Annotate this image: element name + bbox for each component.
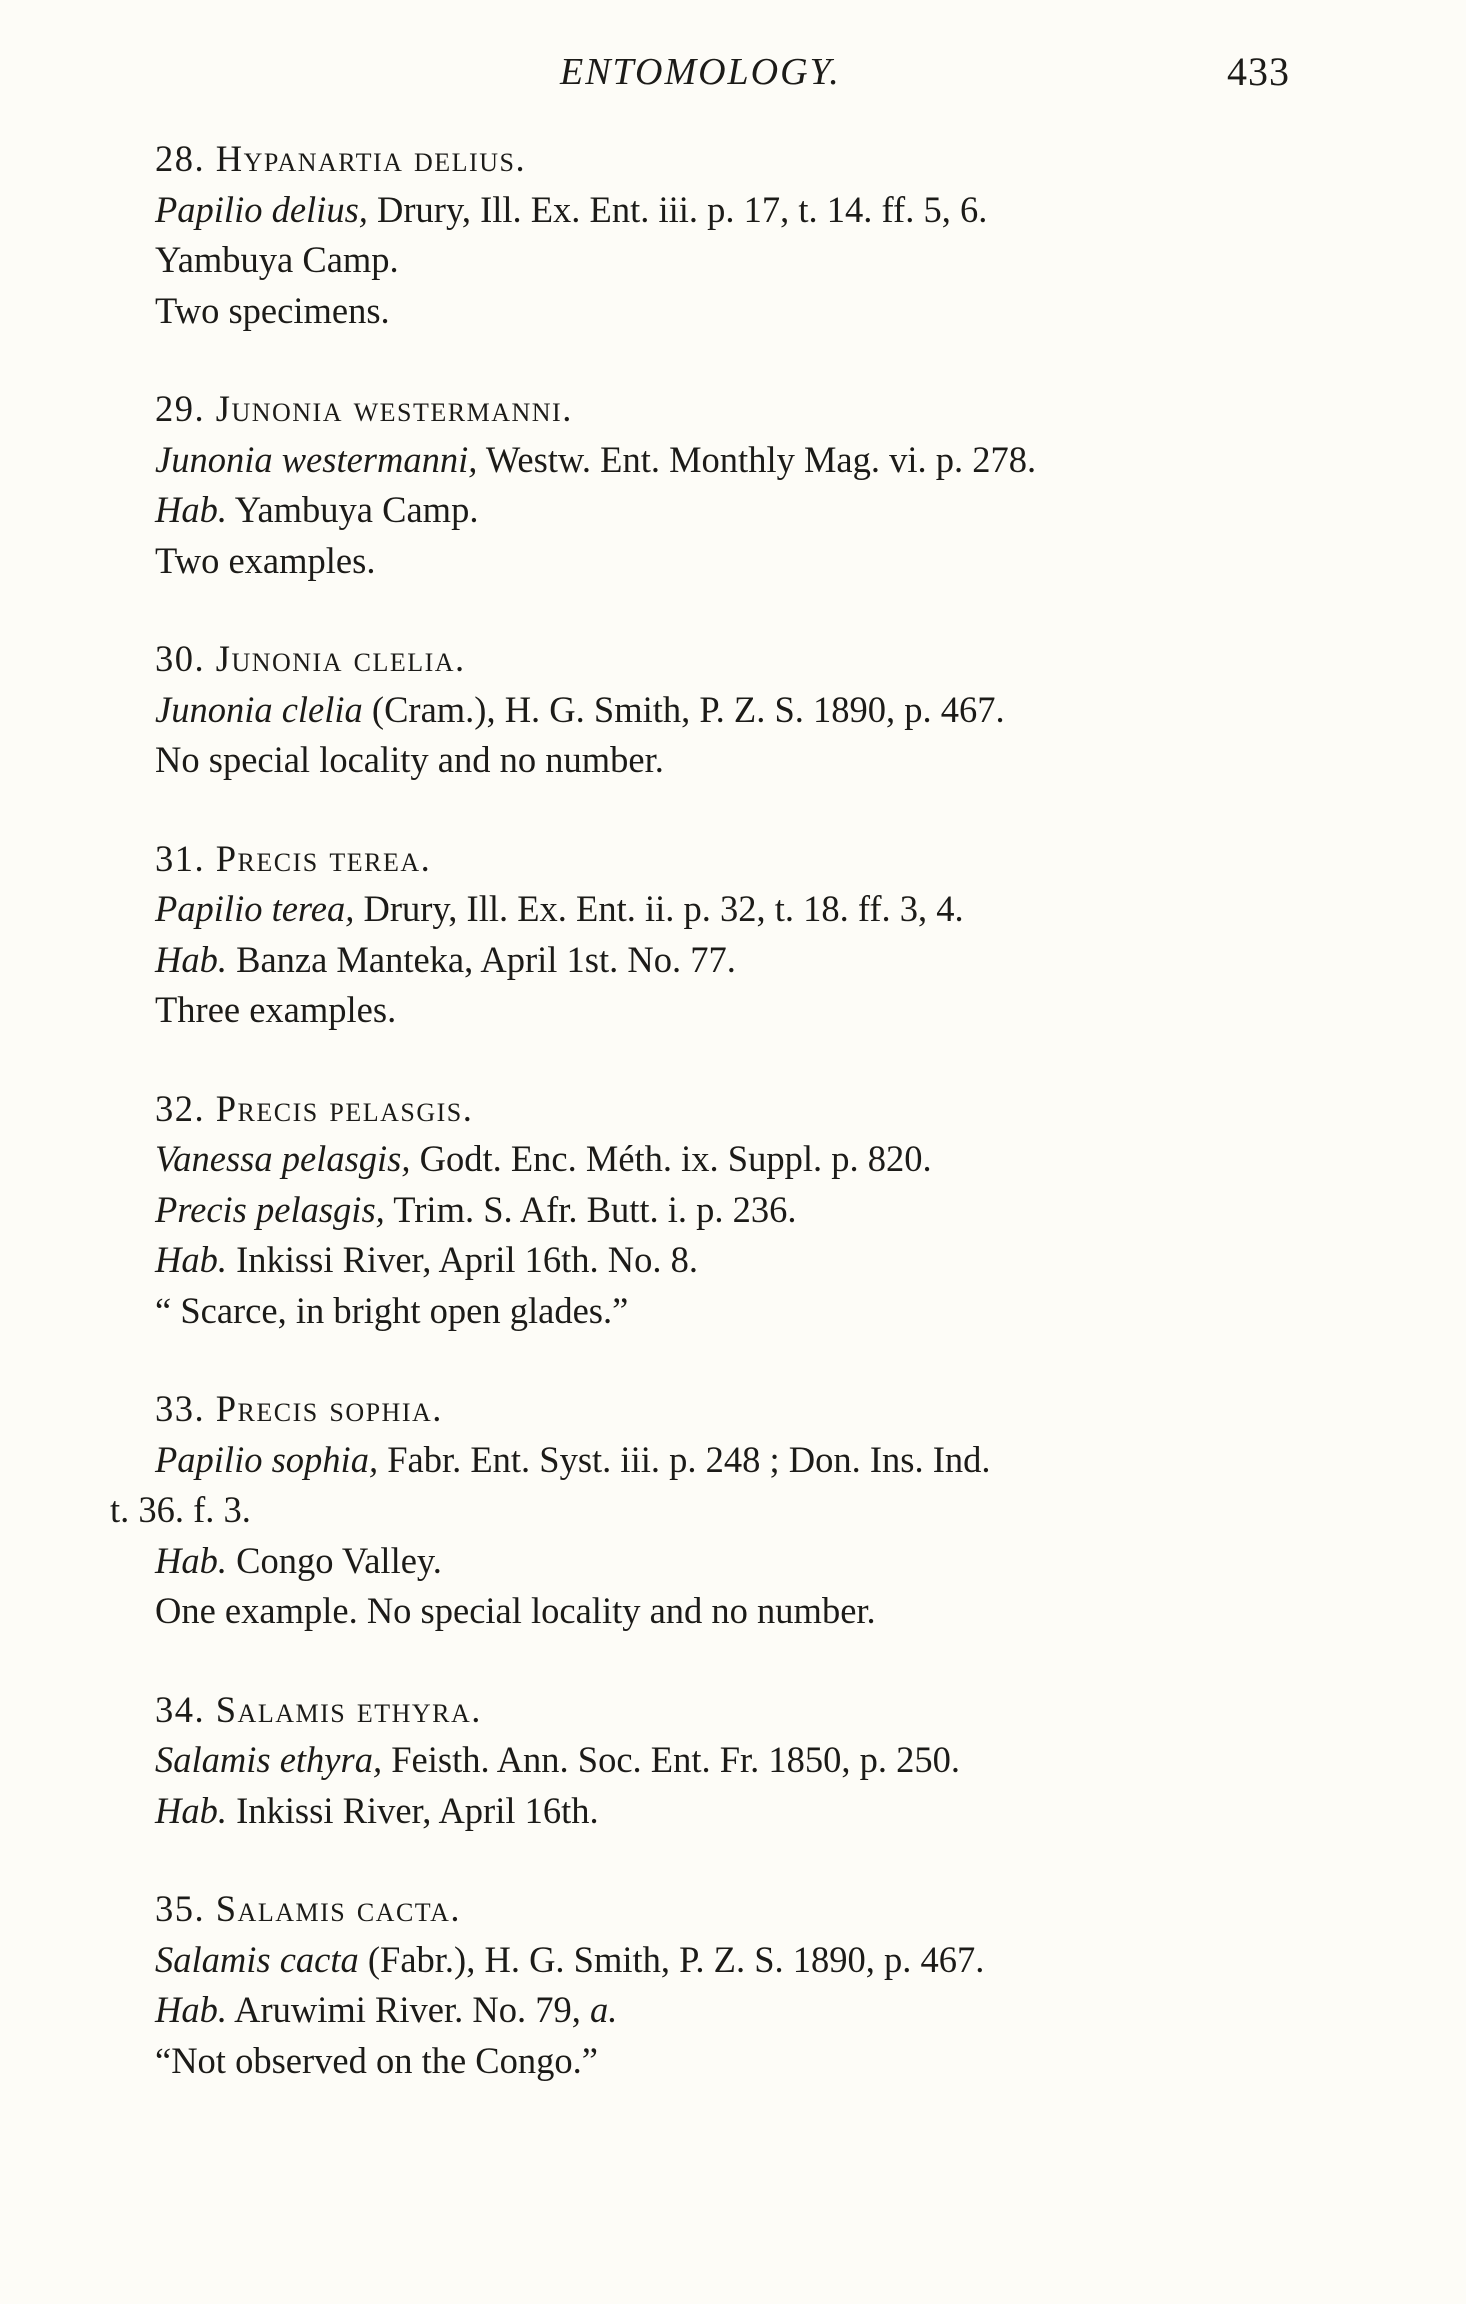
citation-line [155,1536,1305,1587]
species-entry [155,384,1305,586]
species-entry [155,134,1305,336]
citation-line [155,1735,1305,1786]
citation-line [155,935,1305,986]
citation-line [155,1134,1305,1185]
citation-line [155,1286,1305,1337]
line-text: Drury, Ill. Ex. Ent. iii. p. 17, t. 14. ff. 5, 6. [367,188,988,230]
species-entry [110,1384,1305,1637]
line-text: Banza Manteka, April 1st. No. 77. [226,938,736,980]
line-text: Yambuya Camp. [226,489,479,530]
citation-line [155,1935,1305,1986]
line-text: Aruwimi River. No. 79, [226,1989,581,2030]
line-text: Westw. Ent. Monthly Mag. vi. p. 278. [477,438,1037,480]
italic-name: Hab. [155,489,227,530]
species-entry [155,634,1305,786]
line-text: (Fabr.), H. G. Smith, P. Z. S. 1890, p. 467. [358,1938,985,1980]
citation-line [155,536,1305,587]
line-text: “ Scarce, in bright open glades.” [155,1289,629,1331]
line-text: No special locality and no number. [155,739,664,780]
italic-name: Hab. [155,1989,227,2030]
citation-line [155,235,1305,286]
citation-line [155,884,1305,935]
species-heading: 34. Salamis ethyra. [155,1688,482,1730]
italic-name: Hab. [155,1539,227,1581]
italic-name: Junonia westermanni, [155,438,478,480]
species-heading: 32. Precis pelasgis. [155,1087,474,1129]
italic-name: Papilio sophia, [155,1438,379,1480]
line-text: Godt. Enc. Méth. ix. Suppl. p. 820. [410,1138,932,1179]
line-text: t. 36. f. 3. [110,1489,251,1530]
citation-line [155,1985,1305,2036]
italic-tail: a. [580,1989,618,2030]
line-text: Feisth. Ann. Soc. Ent. Fr. 1850, p. 250. [382,1739,961,1780]
species-entry [155,1685,1305,1837]
line-text: Two specimens. [155,289,390,331]
running-head: ENTOMOLOGY. [560,51,841,93]
italic-name: Papilio terea, [155,888,355,929]
italic-name: Salamis ethyra, [155,1739,383,1780]
citation-line [155,1435,1305,1486]
line-text: Drury, Ill. Ex. Ent. ii. p. 32, t. 18. ff. 3, 4. [354,888,964,929]
citation-line [155,685,1305,736]
citation-line [155,735,1305,786]
line-text: Inkissi River, April 16th. [226,1789,599,1831]
citation-line [155,985,1305,1036]
citation-line [110,1485,1305,1536]
italic-name: Junonia clelia [155,688,363,730]
italic-name: Salamis cacta [155,1938,359,1980]
species-entry [155,1884,1305,2086]
line-text: Two examples. [155,539,376,581]
citation-line [155,485,1305,536]
italic-name: Precis pelasgis, [155,1188,385,1230]
species-entries [110,134,1305,2134]
citation-line [155,1786,1305,1837]
species-heading: 33. Precis sophia. [155,1388,443,1429]
italic-name: Hab. [155,938,227,980]
page-number: 433 [1227,49,1290,94]
line-text: “Not observed on the Congo.” [155,2039,598,2081]
italic-name: Hab. [155,1789,227,1831]
page-header [0,44,1466,104]
line-text: Congo Valley. [226,1539,442,1581]
italic-name: Vanessa pelasgis, [155,1138,411,1179]
species-entry [155,1084,1305,1337]
italic-name: Hab. [155,1239,227,1280]
line-text: Inkissi River, April 16th. No. 8. [226,1239,698,1280]
species-heading: 30. Junonia clelia. [155,638,466,679]
citation-line [155,1235,1305,1286]
citation-line [155,2036,1305,2087]
line-text: Fabr. Ent. Syst. iii. p. 248 ; Don. Ins. Ind. [378,1438,991,1480]
species-heading: 35. Salamis cacta. [155,1888,462,1929]
line-text: (Cram.), H. G. Smith, P. Z. S. 1890, p. 467. [362,688,1005,730]
italic-name: Papilio delius, [155,188,368,230]
line-text: Three examples. [155,989,397,1030]
species-heading: 29. Junonia westermanni. [155,388,573,429]
species-entry [155,834,1305,1036]
citation-line [155,286,1305,337]
citation-line [155,185,1305,236]
citation-line [155,435,1305,486]
line-text: Yambuya Camp. [155,239,399,280]
species-heading: 28. Hypanartia delius. [155,138,527,179]
line-text: One example. No special locality and no number. [155,1590,876,1631]
line-text: Trim. S. Afr. Butt. i. p. 236. [384,1188,797,1230]
citation-line [155,1586,1305,1637]
species-heading: 31. Precis terea. [155,837,432,879]
citation-line [155,1185,1305,1236]
